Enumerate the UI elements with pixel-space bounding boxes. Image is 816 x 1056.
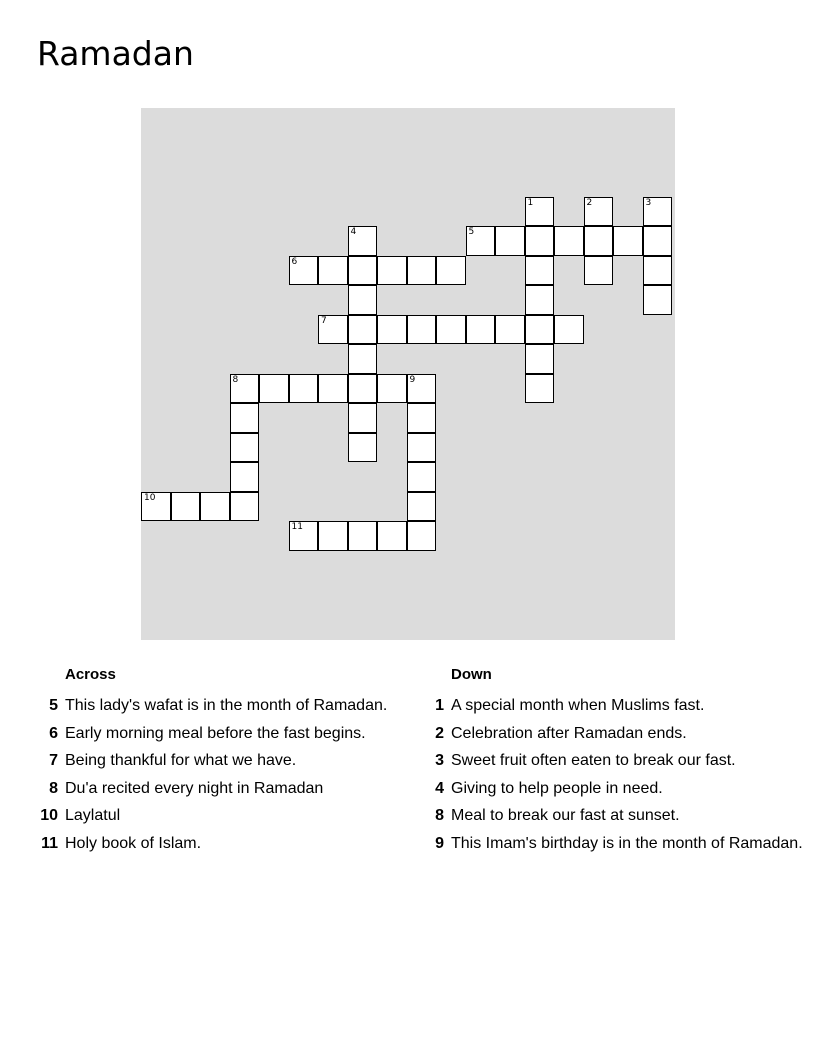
across-clue-number: 7 — [49, 752, 58, 769]
cell-number: 2 — [586, 197, 593, 208]
grid-cell[interactable] — [554, 315, 584, 345]
grid-cell[interactable] — [318, 521, 348, 551]
across-clue-number: 8 — [49, 779, 58, 797]
down-clue-number: 3 — [435, 752, 444, 769]
cell-number: 6 — [291, 256, 298, 267]
down-clue-number: 4 — [435, 779, 444, 797]
grid-cell[interactable] — [377, 521, 407, 551]
down-clue-text: Giving to help people in need. — [451, 779, 663, 797]
grid-cell[interactable] — [407, 462, 437, 492]
grid-cell[interactable] — [643, 256, 673, 286]
grid-cell[interactable] — [348, 374, 378, 404]
grid-cell[interactable] — [318, 374, 348, 404]
down-clue-text: A special month when Muslims fast. — [451, 697, 705, 714]
down-clue-text: Meal to break our fast at sunset. — [451, 807, 680, 824]
across-clue — [49, 751, 297, 771]
across-clues — [65, 664, 116, 686]
grid-cell[interactable] — [525, 285, 555, 315]
down-clue-text: Sweet fruit often eaten to break our fast. — [451, 752, 736, 769]
grid-cell[interactable] — [407, 521, 437, 551]
across-clue-number: 6 — [49, 724, 58, 742]
grid-cell[interactable] — [200, 492, 230, 522]
grid-cell[interactable] — [643, 197, 673, 227]
grid-cell[interactable] — [230, 403, 260, 433]
cell-number: 5 — [468, 227, 475, 237]
cell-number: 3 — [645, 197, 652, 208]
cell-number: 11 — [291, 522, 303, 532]
down-clue — [435, 779, 663, 799]
across-heading: Across — [65, 666, 116, 683]
grid-cell[interactable] — [495, 226, 525, 256]
down-clue — [435, 834, 803, 854]
grid-cell[interactable] — [348, 403, 378, 433]
grid-cell[interactable] — [407, 315, 437, 345]
down-clue — [435, 806, 680, 826]
grid-cell[interactable] — [407, 256, 437, 286]
down-clue-text: Celebration after Ramadan ends. — [451, 724, 687, 742]
cell-number: 7 — [321, 315, 327, 326]
crossword-grid — [141, 108, 675, 640]
down-clue-number: 9 — [435, 834, 444, 852]
grid-cell[interactable] — [584, 197, 614, 227]
cell-number: 8 — [232, 374, 239, 385]
grid-cell[interactable] — [348, 256, 378, 286]
grid-cell[interactable] — [584, 256, 614, 286]
grid-cell[interactable] — [377, 315, 407, 345]
grid-cell[interactable] — [230, 374, 260, 404]
grid-cell[interactable] — [230, 492, 260, 522]
down-clue — [435, 724, 687, 744]
down-clue-number: 8 — [435, 807, 444, 824]
grid-cell[interactable] — [436, 315, 466, 345]
cell-number: 9 — [409, 374, 416, 385]
across-clue-text: Du'a recited every night in Ramadan — [65, 779, 324, 797]
across-clue — [49, 696, 388, 716]
grid-cell[interactable] — [141, 492, 171, 522]
grid-cell[interactable] — [525, 256, 555, 286]
grid-cell[interactable] — [318, 315, 348, 345]
grid-cell[interactable] — [436, 256, 466, 286]
down-clue — [435, 696, 705, 716]
grid-cell[interactable] — [289, 521, 319, 551]
grid-cell[interactable] — [525, 344, 555, 374]
grid-cell[interactable] — [525, 197, 555, 227]
grid-cell[interactable] — [377, 374, 407, 404]
grid-cell[interactable] — [643, 285, 673, 315]
across-clue-number: 11 — [41, 834, 58, 852]
down-clue-number: 1 — [435, 697, 444, 714]
grid-cell[interactable] — [348, 344, 378, 374]
grid-cell[interactable] — [525, 226, 555, 256]
grid-cell[interactable] — [377, 256, 407, 286]
across-clue-text: Holy book of Islam. — [65, 834, 202, 852]
grid-cell[interactable] — [348, 226, 378, 256]
across-clue — [49, 779, 324, 799]
grid-cell[interactable] — [230, 462, 260, 492]
across-clue — [40, 806, 121, 826]
grid-cell[interactable] — [348, 521, 378, 551]
across-clue-text: Laylatul — [65, 807, 121, 824]
grid-cell[interactable] — [466, 315, 496, 345]
across-clue-number: 10 — [40, 807, 58, 824]
down-heading: Down — [451, 666, 492, 683]
cell-number: 10 — [144, 492, 156, 503]
across-clue-number: 5 — [49, 697, 58, 714]
cell-number: 4 — [350, 227, 357, 237]
down-clues — [451, 664, 492, 686]
grid-cell[interactable] — [466, 226, 496, 256]
grid-cell[interactable] — [525, 315, 555, 345]
across-clue — [41, 834, 202, 854]
grid-cell[interactable] — [171, 492, 201, 522]
down-clue-text: This Imam's birthday is in the month of Ramadan. — [451, 834, 803, 852]
grid-cell[interactable] — [230, 433, 260, 463]
down-clue-number: 2 — [435, 724, 444, 742]
cell-number: 1 — [527, 197, 534, 208]
grid-cell[interactable] — [495, 315, 525, 345]
grid-cell[interactable] — [348, 315, 378, 345]
grid-cell[interactable] — [289, 256, 319, 286]
grid-cell[interactable] — [407, 492, 437, 522]
across-clue — [49, 724, 366, 744]
page-title: Ramadan — [37, 34, 194, 73]
grid-cell[interactable] — [289, 374, 319, 404]
across-clue-text: Early morning meal before the fast begins. — [65, 724, 366, 742]
grid-cell[interactable] — [407, 374, 437, 404]
across-clue-text: Being thankful for what we have. — [65, 752, 297, 769]
grid-cell[interactable] — [643, 226, 673, 256]
grid-cell[interactable] — [584, 226, 614, 256]
grid-cell[interactable] — [407, 403, 437, 433]
grid-cell[interactable] — [613, 226, 643, 256]
grid-cell[interactable] — [348, 285, 378, 315]
grid-cell[interactable] — [318, 256, 348, 286]
grid-cell[interactable] — [407, 433, 437, 463]
grid-cell[interactable] — [554, 226, 584, 256]
down-clue — [435, 751, 736, 771]
grid-cell[interactable] — [259, 374, 289, 404]
grid-cell[interactable] — [348, 433, 378, 463]
grid-cell[interactable] — [525, 374, 555, 404]
across-clue-text: This lady's wafat is in the month of Ramadan. — [65, 697, 388, 714]
